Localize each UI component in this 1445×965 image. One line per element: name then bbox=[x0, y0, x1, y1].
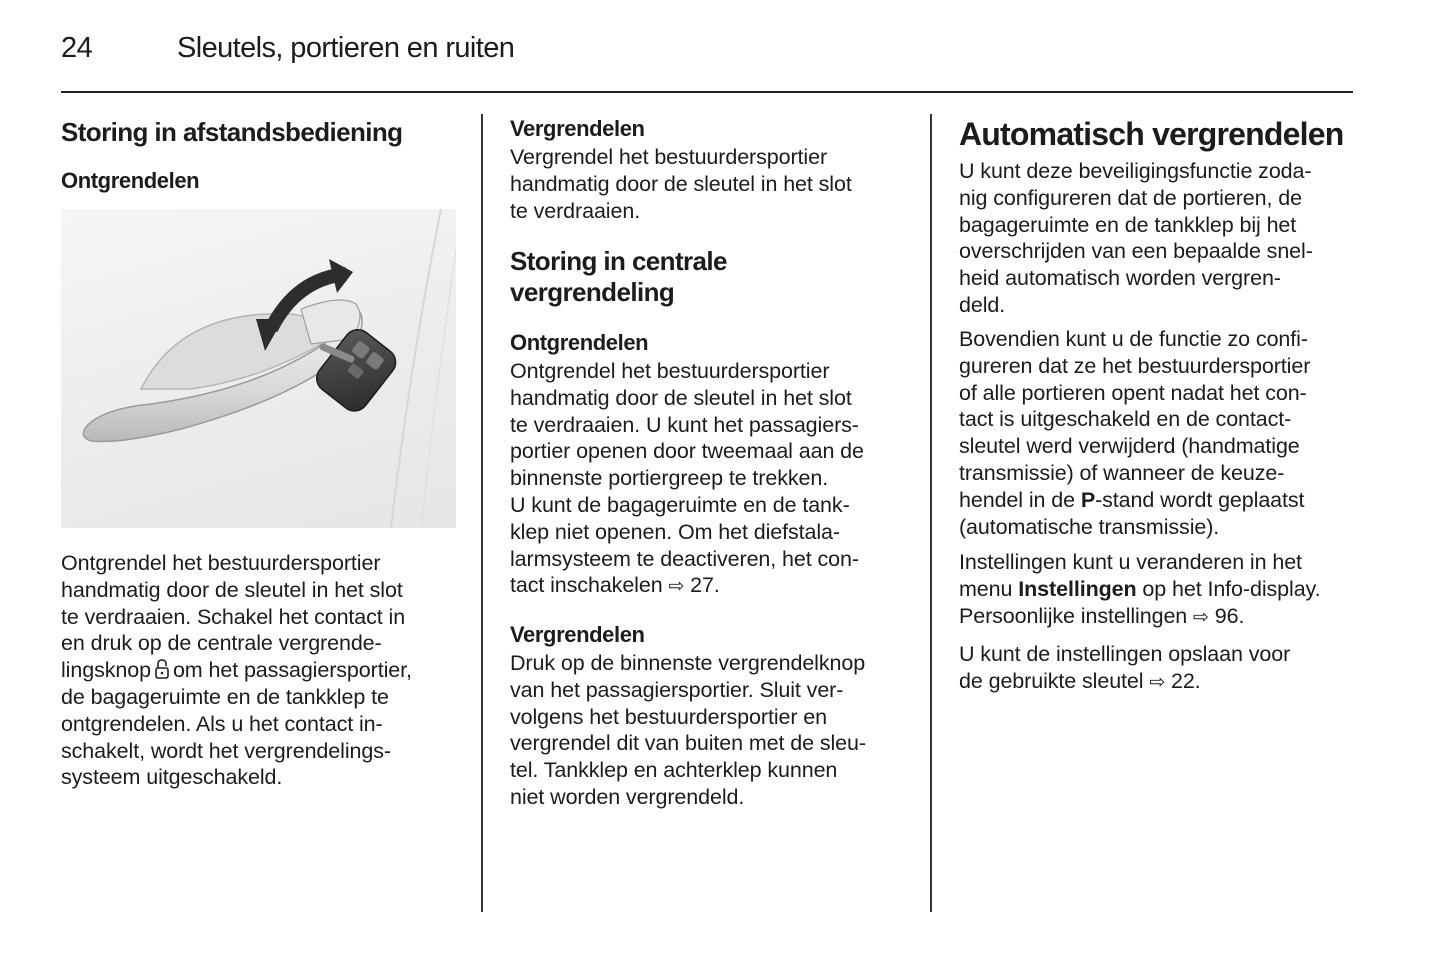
page-number: 24 bbox=[61, 32, 93, 64]
page-reference-icon: ⇨ bbox=[1193, 606, 1209, 628]
subheading-unlock: Ontgrendelen bbox=[61, 168, 200, 193]
paragraph-auto-lock-intro: U kunt deze beveiligingsfunctie zoda- nig configureren dat de portieren, de bagageruimte en de tankklep bij het overschrijden van een bepaalde snel- heid automatisch worden vergren- deld. bbox=[959, 159, 1313, 317]
paragraph-lock-central: Druk op de binnenste vergrendelknop van het passagiersportier. Sluit ver- volgens het bestuurdersportier en vergrendel dit van buiten met de sleu- tel. Tankklep en achterklep kunnen niet worden vergrendeld. bbox=[510, 651, 866, 809]
column-divider bbox=[930, 114, 932, 912]
paragraph-unlock-central bbox=[510, 358, 910, 601]
paragraph-text: -stand wordt geplaatst (automatische transmissie). bbox=[959, 487, 1305, 539]
door-handle-key-icon bbox=[61, 209, 456, 528]
subheading-lock: Vergrendelen bbox=[510, 622, 645, 647]
paragraph-auto-unlock bbox=[959, 326, 1359, 540]
padlock-icon bbox=[154, 658, 170, 680]
paragraph-text: om het passagiersportier, de bagageruimte en de tankklep te ontgrendelen. Als u het contact in- schakelt, wordt het vergrendelings- systeem uitgeschakeld. bbox=[61, 658, 412, 790]
page-reference[interactable]: 22. bbox=[1171, 668, 1201, 693]
door-handle-key-illustration bbox=[61, 209, 456, 528]
heading-auto-lock: Automatisch vergrendelen bbox=[959, 116, 1344, 152]
subheading-lock: Vergrendelen bbox=[510, 116, 645, 141]
section-title: Sleutels, portieren en ruiten bbox=[177, 32, 515, 64]
menu-name-settings: Instellingen bbox=[1018, 576, 1137, 601]
page-header bbox=[61, 28, 1353, 68]
paragraph-text: Ontgrendel het bestuurdersportier handmatig door de sleutel in het slot te verdraaien. U kunt het passagiers- portier openen door tweemaal aan de binnenste portiergreep te trekken. U kunt de bagageruimte en de tank- klep niet openen. Om het diefstala- larmsysteem te deactiveren, het con- tact inschakelen bbox=[510, 359, 864, 598]
paragraph-lock: Vergrendel het bestuurdersportier handmatig door de sleutel in het slot te verdraaien. bbox=[510, 145, 852, 223]
paragraph-text: op het Info-display. Persoonlijke instellingen bbox=[959, 576, 1321, 628]
paragraph-save-settings bbox=[959, 641, 1359, 697]
header-divider bbox=[61, 91, 1353, 93]
paragraph-settings bbox=[959, 549, 1359, 631]
heading-central-locking-failure: Storing in centrale vergrendeling bbox=[510, 246, 727, 307]
paragraph-text: U kunt de instellingen opslaan voor de gebruikte sleutel bbox=[959, 642, 1291, 693]
paragraph-text: Bovendien kunt u de functie zo confi- gureren dat ze het bestuurdersportier of alle portieren opent nadat het con- tact is uitgeschakeld en de contact- sleutel werd verwijderd (handmatige transmissie) of wanneer de keuze- hendel in de bbox=[959, 327, 1311, 512]
page-reference-icon: ⇨ bbox=[668, 576, 685, 598]
gear-position-p: P bbox=[1080, 487, 1096, 512]
subheading-unlock: Ontgrendelen bbox=[510, 330, 649, 355]
paragraph-text: Instellingen kunt u veranderen in het menu bbox=[959, 550, 1302, 601]
page-reference-icon: ⇨ bbox=[1149, 671, 1166, 693]
page-reference[interactable]: 27. bbox=[690, 573, 720, 598]
paragraph-text: Ontgrendel het bestuurdersportier handmatig door de sleutel in het slot te verdraaien. Schakel het contact in en druk op de centrale vergrende- lingsknop bbox=[61, 551, 406, 683]
paragraph-unlock-instructions bbox=[61, 550, 461, 791]
page-reference[interactable]: 96. bbox=[1214, 603, 1245, 628]
column-divider bbox=[481, 114, 483, 912]
heading-remote-failure: Storing in afstandsbediening bbox=[61, 117, 403, 147]
